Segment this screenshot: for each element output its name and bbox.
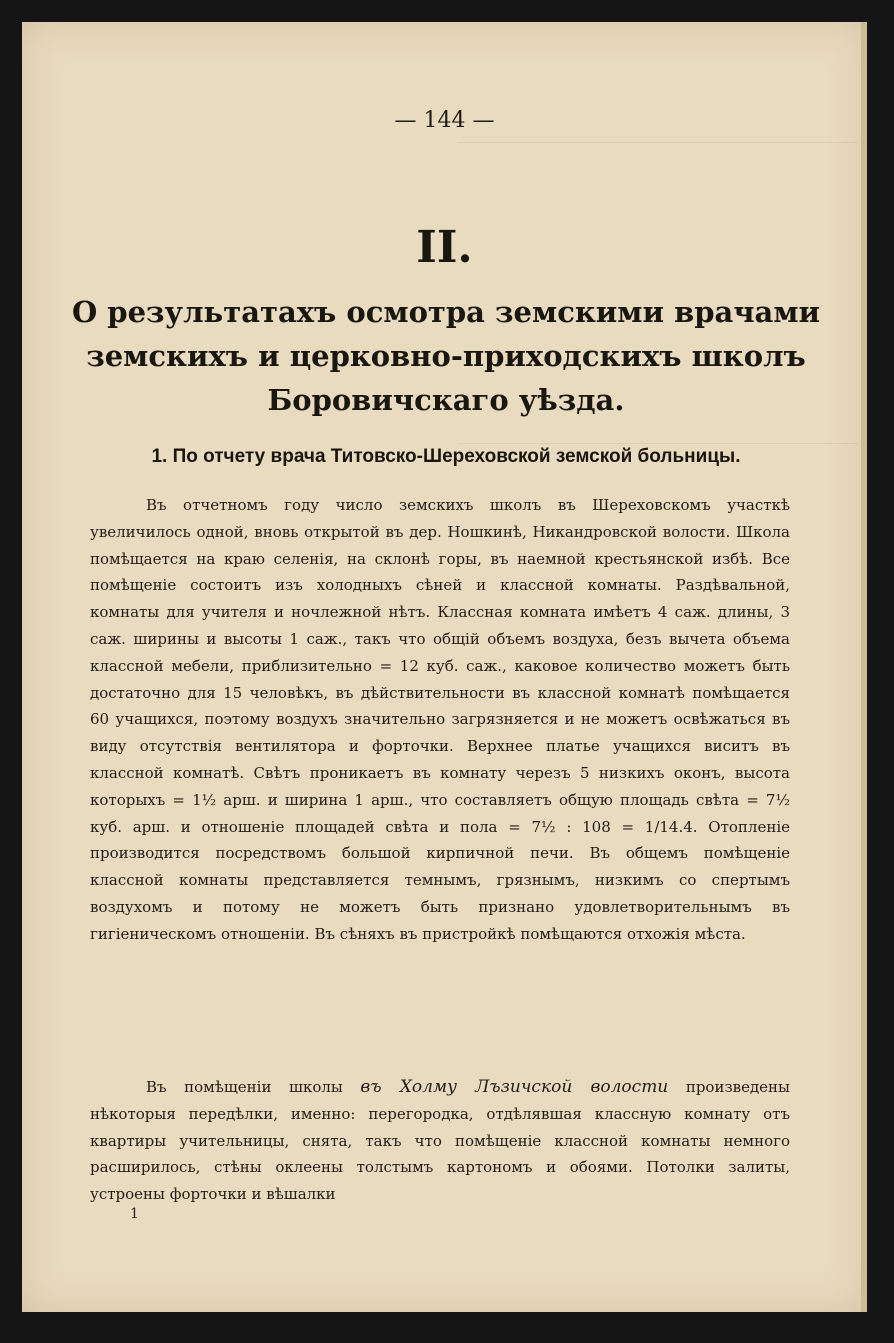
page-number: — 144 — (394, 108, 495, 133)
subsection-title: 1. По отчету врача Титовско-Шереховской земской больницы. (151, 446, 741, 467)
section-title: О результатахъ осмотра земскими врачами земскихъ и церковно-приходскихъ школъ Боровичскаго уѣзда. (71, 295, 821, 417)
book-page (22, 22, 867, 1312)
body-paragraph: Въ отчетномъ году число земскихъ школъ въ Шереховскомъ участкѣ увеличилось одной, вновь открытой въ дер. Ношкинѣ, Никандровской волости. Школа помѣщается на краю селенія, на склонѣ горы, въ наемной крестьянской избѣ. Все помѣщеніе состоитъ изъ холодныхъ сѣней и классной комнаты. Раздѣвальной, комнаты для учителя и ночлежной нѣтъ. Классная комната имѣетъ 4 саж. длины, 3 саж. ширины и высоты 1 саж., такъ что общій объемъ воздуха, безъ вычета объема классной мебели, приблизительно = 12 куб. саж., каковое количество можетъ быть достаточно для 15 человѣкъ, въ дѣйствительности въ классной комнатѣ помѣщается 60 учащихся, поэтому воздухъ значительно загрязняется и не можетъ освѣжаться въ виду отсутствія вентилятора и форточки. Верхнее платье учащихся виситъ въ классной комнатѣ. Свѣтъ проникаетъ въ комнату черезъ 5 низкихъ оконъ, высота которыхъ = 1½ арш. и ширина 1 арш., что составляетъ общую площадь свѣта = 7½ куб. арш. и отношеніе площадей свѣта и пола = 7½ : 108 = 1/14.4. Отопленіе производится посредствомъ большой кирпичной печи. Въ общемъ помѣщеніе классной комнаты представляется темнымъ, грязнымъ, низкимъ со спертымъ воздухомъ и потому не можетъ быть признано удовлетворительнымъ въ гигіеническомъ отношеніи. Въ сѣняхъ въ пристройкѣ помѣщаются отхожія мѣста. (90, 496, 790, 943)
paragraph-emphasis: въ Холму Лъзичской волости (360, 1077, 669, 1097)
section-numeral: II. (416, 222, 473, 273)
footer-mark: 1 (130, 1206, 139, 1222)
paragraph-prefix: Въ помѣщеніи школы (146, 1078, 361, 1096)
page-edge (861, 22, 867, 1312)
paragraph-continuation: произведены нѣкоторыя передѣлки, именно: перегородка, отдѣлявшая классную комнату отъ квартиры учительницы, снята, такъ что помѣщеніе классной комнаты немного расширилось, стѣны оклеены толстымъ картономъ и обоями. Потолки залиты, устроены форточки и вѣшалки (90, 1078, 790, 1204)
body-paragraph-2 (90, 1074, 790, 1208)
